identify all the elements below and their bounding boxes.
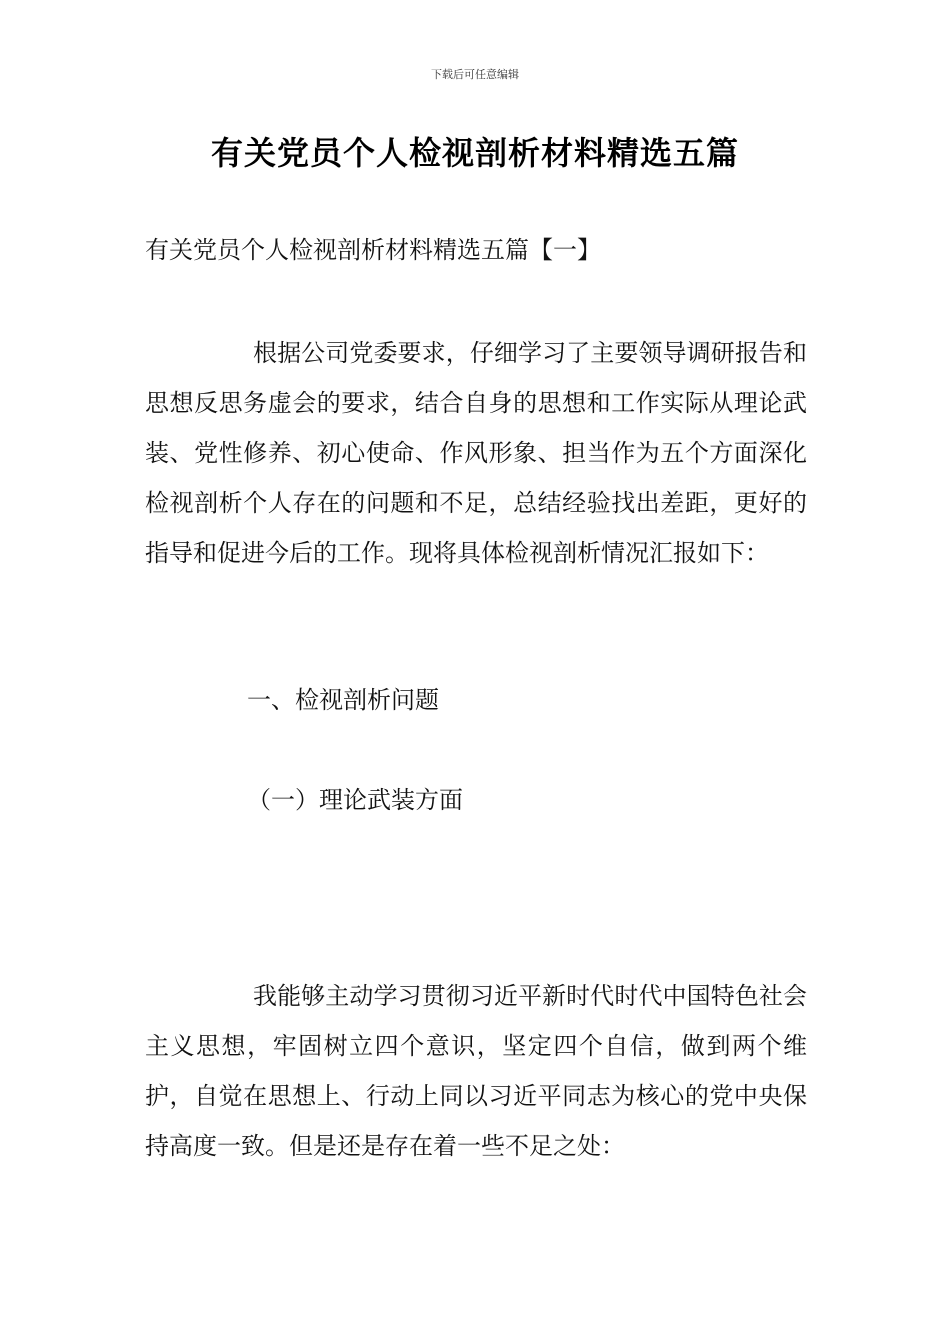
document-title: 有关党员个人检视剖析材料精选五篇 xyxy=(210,134,739,172)
body-paragraph-theory: 我能够主动学习贯彻习近平新时代时代中国特色社会主义思想，牢固树立四个意识，坚定四个自信，做到两个维护，自觉在思想上、行动上同以习近平同志为核心的党中央保持高度一致。但是还是存在着一些不足之处： xyxy=(145,982,807,1160)
header-note: 下载后可任意编辑 xyxy=(431,68,519,81)
heading-level-1: 一、检视剖析问题 xyxy=(247,686,439,714)
body-paragraph-intro: 根据公司党委要求，仔细学习了主要领导调研报告和思想反思务虚会的要求，结合自身的思想和工作实际从理论武装、党性修养、初心使命、作风形象、担当作为五个方面深化检视剖析个人存在的问题和不足，总结经验找出差距，更好的指导和促进今后的工作。现将具体检视剖析情况汇报如下： xyxy=(145,339,807,567)
heading-level-2: （一）理论武装方面 xyxy=(247,786,463,814)
section-title: 有关党员个人检视剖析材料精选五篇【一】 xyxy=(145,236,601,264)
